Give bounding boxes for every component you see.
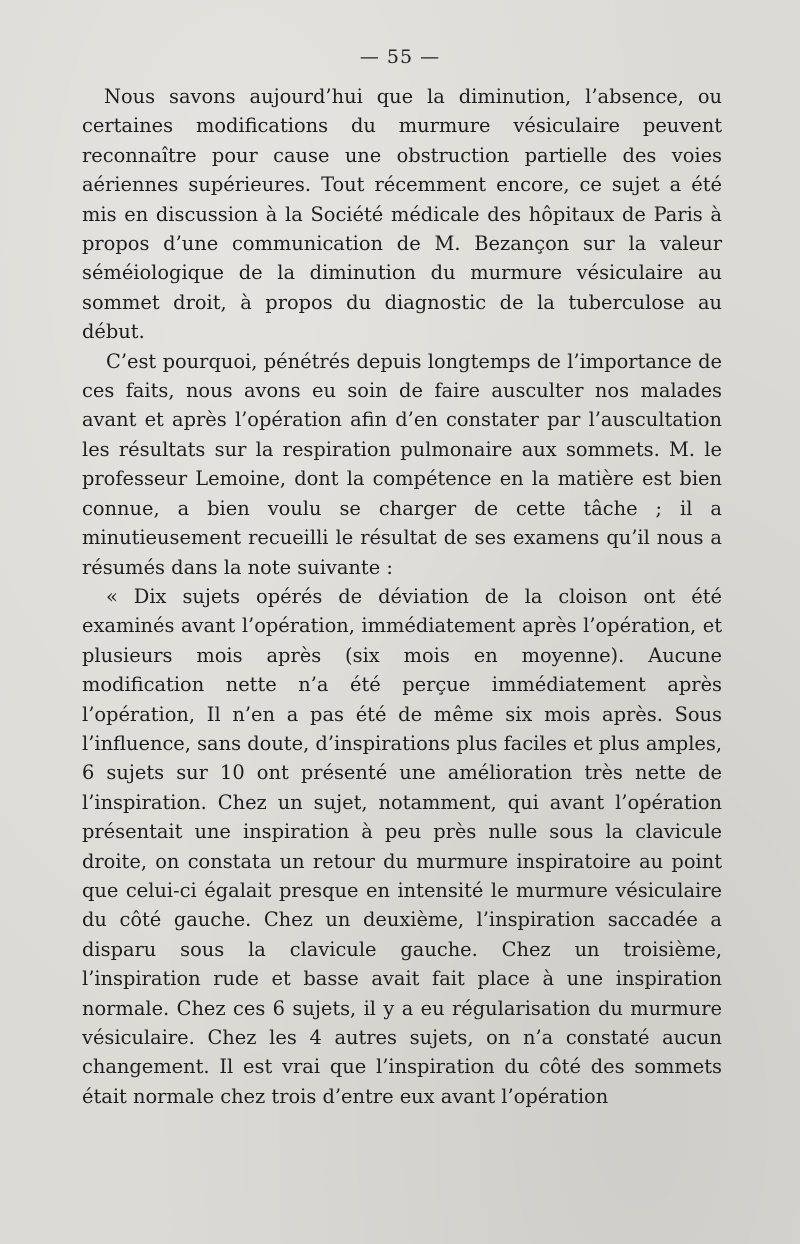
body-text xyxy=(82,82,722,1111)
paragraph-1: Nous savons aujourd’hui que la diminution, l’absence, ou certaines modifications du murmure vésiculaire peuvent reconnaître pour cause une obstruction partielle des voies aériennes supérieures. Tout récemment encore, ce sujet a été mis en discussion à la Société médicale des hôpitaux de Paris à propos d’une communication de M. Bezançon sur la valeur séméiologique de la diminution du murmure vésiculaire au sommet droit, à propos du diagnostic de la tuberculose au début. xyxy=(82,85,722,344)
paragraph-2: C’est pourquoi, pénétrés depuis longtemps de l’importance de ces faits, nous avons eu soin de faire ausculter nos malades avant et après l’opération afin d’en constater par l’auscultation les résultats sur la respiration pulmonaire aux sommets. M. le professeur Lemoine, dont la compétence en la matière est bien connue, a bien voulu se charger de cette tâche ; il a minutieusement recueilli le résultat de ses examens qu’il nous a résumés dans la note suivante : xyxy=(82,349,722,579)
page-number: — 55 — xyxy=(359,46,441,68)
paragraph-3: « Dix sujets opérés de déviation de la cloison ont été examinés avant l’opération, immédiatement après l’opération, et plusieurs mois après (six mois en moyenne). Aucune modification nette n’a été perçue immédiatement après l’opération, Il n’en a pas été de même six mois après. Sous l’influence, sans doute, d’inspirations plus faciles et plus amples, 6 sujets sur 10 ont présenté une amélioration très nette de l’inspiration. Chez un sujet, notamment, qui avant l’opération présentait une inspiration à peu près nulle sous la clavicule droite, on constata un retour du murmure inspiratoire au point que celui-ci égalait presque en intensité le murmure vésiculaire du côté gauche. Chez un deuxième, l’inspiration saccadée a disparu sous la clavicule gauche. Chez un troisième, l’inspiration rude et basse avait fait place à une inspiration normale. Chez ces 6 sujets, il y a eu régularisation du murmure vésiculaire. Chez les 4 autres sujets, on n’a constaté aucun changement. Il est vrai que l’inspiration du côté des sommets était normale chez trois d’entre eux avant l’opération xyxy=(82,584,722,1108)
